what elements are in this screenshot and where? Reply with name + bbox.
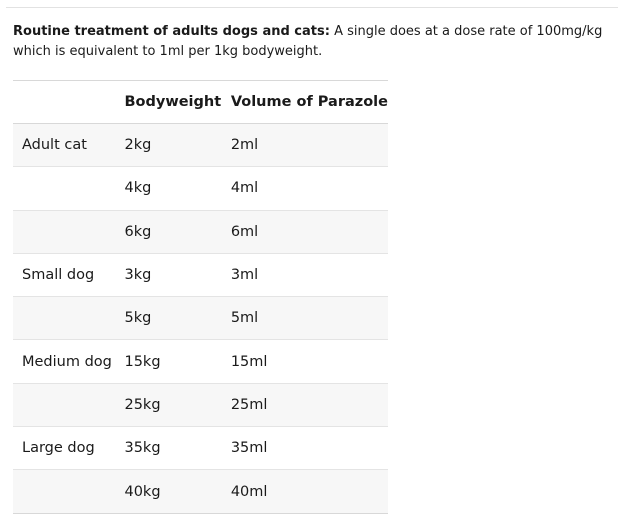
header-bodyweight: Bodyweight xyxy=(115,81,221,124)
row-volume: 3ml xyxy=(230,267,259,284)
row-volume: 40ml xyxy=(230,483,268,500)
header-category xyxy=(13,81,115,124)
row-category xyxy=(13,470,115,513)
row-volume: 5ml xyxy=(230,310,259,327)
row-category xyxy=(13,383,115,426)
row-volume: 35ml xyxy=(230,440,268,457)
top-divider xyxy=(6,7,618,8)
row-volume: 15ml xyxy=(230,353,268,370)
row-category: Medium dog xyxy=(22,353,112,370)
table-row xyxy=(13,167,388,210)
row-category xyxy=(13,297,115,340)
row-bodyweight: 3kg xyxy=(124,267,152,284)
row-category: Large dog xyxy=(22,440,95,457)
row-bodyweight: 40kg xyxy=(124,483,161,500)
row-volume: 25ml xyxy=(230,396,268,413)
row-bodyweight: 5kg xyxy=(124,310,152,327)
row-category: Adult cat xyxy=(22,137,87,154)
table-row xyxy=(13,124,388,167)
table-row xyxy=(13,470,388,513)
intro-text: A single does at a dose rate of 100mg/kg which is equivalent to 1ml per 1kg bodyweight. xyxy=(13,24,603,59)
row-bodyweight: 25kg xyxy=(124,396,161,413)
row-volume: 4ml xyxy=(230,180,259,197)
table-header-row xyxy=(13,81,388,124)
row-bodyweight: 15kg xyxy=(124,353,161,370)
table-row xyxy=(13,427,388,470)
dosage-table xyxy=(13,80,388,514)
table-row xyxy=(13,297,388,340)
row-bodyweight: 4kg xyxy=(124,180,152,197)
header-volume: Volume of Parazole xyxy=(222,81,388,124)
row-volume: 6ml xyxy=(230,223,259,240)
row-bodyweight: 6kg xyxy=(124,223,152,240)
row-bodyweight: 35kg xyxy=(124,440,161,457)
table-row xyxy=(13,383,388,426)
intro-heading: Routine treatment of adults dogs and cats: xyxy=(13,24,330,39)
row-category: Small dog xyxy=(22,267,95,284)
row-bodyweight: 2kg xyxy=(124,137,152,154)
dosage-intro xyxy=(13,22,613,62)
row-category xyxy=(13,167,115,210)
table-row xyxy=(13,210,388,253)
table-row xyxy=(13,340,388,383)
table-row xyxy=(13,253,388,296)
row-volume: 2ml xyxy=(230,137,259,154)
row-category xyxy=(13,210,115,253)
